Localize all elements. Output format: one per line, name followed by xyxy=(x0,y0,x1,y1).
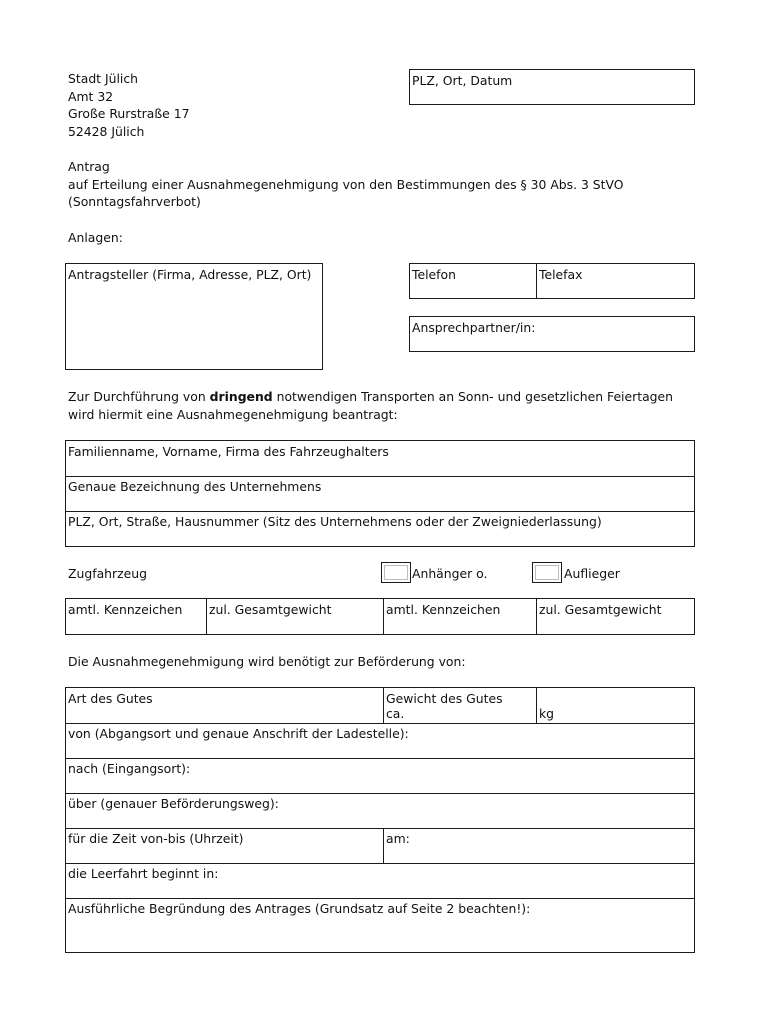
applicant-label: Antragsteller (Firma, Adresse, PLZ, Ort) xyxy=(68,267,312,282)
phone-label: Telefon xyxy=(412,267,456,282)
origin-label: von (Abgangsort und genaue Anschrift der Ladestelle): xyxy=(68,726,409,741)
empty-run-label: die Leerfahrt beginnt in: xyxy=(68,866,219,881)
recipient-line-4: 52428 Jülich xyxy=(68,123,145,139)
contact-field[interactable] xyxy=(409,316,695,352)
place-date-field[interactable] xyxy=(409,69,695,105)
applicant-field[interactable] xyxy=(65,263,323,370)
goods-weight-approx-label: ca. xyxy=(386,706,405,721)
reason-label: Ausführliche Begründung des Antrages (Grundsatz auf Seite 2 beachten!): xyxy=(68,901,531,916)
destination-label: nach (Eingangsort): xyxy=(68,761,191,776)
intro-line-2: wird hiermit eine Ausnahmegenehmigung beantragt: xyxy=(68,406,398,422)
form-title: Antrag xyxy=(68,159,110,174)
tractor-weight-label: zul. Gesamtgewicht xyxy=(209,602,332,617)
contact-label: Ansprechpartner/in: xyxy=(412,320,536,335)
holder-table xyxy=(65,440,695,547)
tractor-label: Zugfahrzeug xyxy=(68,566,147,581)
phone-fax-row xyxy=(409,263,695,299)
trailer-weight-label: zul. Gesamtgewicht xyxy=(539,602,662,617)
trailer-plate-label: amtl. Kennzeichen xyxy=(386,602,501,617)
route-label: über (genauer Beförderungsweg): xyxy=(68,796,279,811)
form-subtitle-note: (Sonntagsfahrverbot) xyxy=(68,194,201,209)
semitrailer-checkbox[interactable] xyxy=(532,562,562,583)
recipient-line-3: Große Rurstraße 17 xyxy=(68,106,190,121)
attachments-label: Anlagen: xyxy=(68,230,123,245)
goods-type-label: Art des Gutes xyxy=(68,691,153,706)
goods-weight-label: Gewicht des Gutes xyxy=(386,691,503,706)
trailer-label: Anhänger o. xyxy=(412,566,488,581)
place-date-label: PLZ, Ort, Datum xyxy=(412,73,513,88)
trailer-checkbox[interactable] xyxy=(381,562,411,583)
fax-label: Telefax xyxy=(539,267,583,282)
tractor-plate-label: amtl. Kennzeichen xyxy=(68,602,183,617)
intro-line-1: Zur Durchführung von dringend notwendigen Transporten an Sonn- und gesetzlichen Feiertagen xyxy=(68,389,674,404)
vehicle-table xyxy=(65,598,695,635)
company-name-label: Genaue Bezeichnung des Unternehmens xyxy=(68,479,322,494)
intro-emphasis: dringend xyxy=(209,389,273,404)
form-subtitle: auf Erteilung einer Ausnahmegenehmigung von den Bestimmungen des § 30 Abs. 3 StVO xyxy=(68,176,624,192)
cargo-table xyxy=(65,687,695,953)
recipient-line-1: Stadt Jülich xyxy=(68,71,139,86)
semitrailer-label: Auflieger xyxy=(564,566,620,581)
goods-weight-unit-label: kg xyxy=(539,706,555,721)
company-address-label: PLZ, Ort, Straße, Hausnummer (Sitz des Unternehmens oder der Zweigniederlassung) xyxy=(68,514,602,529)
holder-name-label: Familienname, Vorname, Firma des Fahrzeughalters xyxy=(68,444,389,459)
cargo-intro: Die Ausnahmegenehmigung wird benötigt zur Beförderung von: xyxy=(68,654,466,669)
recipient-line-2: Amt 32 xyxy=(68,88,114,104)
date-label: am: xyxy=(386,831,410,846)
time-range-label: für die Zeit von-bis (Uhrzeit) xyxy=(68,831,244,846)
